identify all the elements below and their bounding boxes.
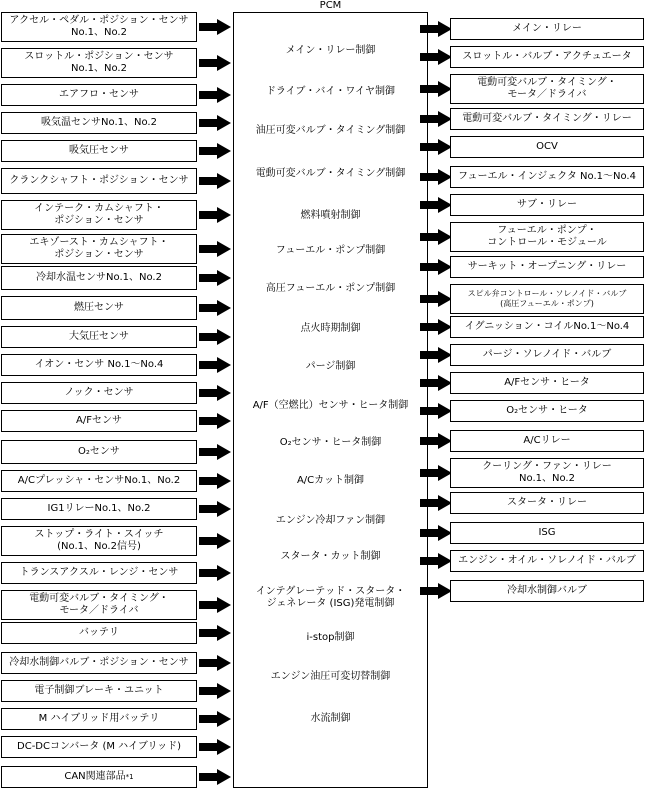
output-label: フューエル・ポンプ・ コントロール・モジュール — [487, 225, 607, 248]
output-box — [450, 550, 644, 572]
input-arrow — [199, 329, 231, 345]
input-arrow — [199, 55, 231, 71]
control-function: メイン・リレー制御 — [285, 45, 376, 56]
control-function: 高圧フューエル・ポンプ制御 — [265, 283, 396, 294]
control-function: スタータ・カット制御 — [280, 551, 381, 562]
input-label: DC-DCコンバータ (M ハイブリッド) — [17, 741, 181, 752]
output-box — [450, 284, 644, 314]
output-box — [450, 522, 644, 544]
output-label: サーキット・オープニング・リレー — [467, 261, 627, 272]
control-function: フューエル・ポンプ制御 — [275, 245, 386, 256]
input-label: 燃圧センサ — [74, 302, 124, 313]
output-label: サブ・リレー — [517, 199, 577, 210]
control-function: 燃料噴射制御 — [300, 210, 361, 221]
input-label: M ハイブリッド用バッテリ — [38, 713, 160, 724]
output-label: 電動可変バルブ・タイミング・ モータ／ドライバ — [477, 77, 617, 100]
output-box — [450, 458, 644, 488]
output-label: スロットル・バルブ・アクチュエータ — [462, 51, 632, 62]
input-box — [1, 48, 197, 78]
control-function: 水流制御 — [310, 713, 351, 724]
control-function: 電動可変バルブ・タイミング制御 — [255, 168, 406, 179]
input-arrow — [199, 739, 231, 755]
output-label: A/Cリレー — [523, 435, 571, 446]
input-box — [1, 736, 197, 758]
input-label: スロットル・ポジション・センサ No.1、No.2 — [24, 51, 174, 74]
output-label: OCV — [536, 141, 558, 152]
input-box — [1, 410, 197, 432]
output-label: フューエル・インジェクタ No.1～No.4 — [458, 171, 636, 182]
input-arrow — [199, 683, 231, 699]
output-arrow — [420, 49, 452, 65]
input-arrow — [199, 625, 231, 641]
output-box — [450, 492, 644, 514]
input-arrow — [199, 385, 231, 401]
input-label: アクセル・ペダル・ポジション・センサ No.1、No.2 — [9, 15, 189, 38]
input-arrow — [199, 473, 231, 489]
output-arrow — [420, 229, 452, 245]
output-arrow — [420, 525, 452, 541]
input-box — [1, 680, 197, 702]
control-function: エンジン冷却ファン制御 — [275, 515, 386, 526]
input-label: A/Fセンサ — [76, 415, 122, 426]
input-box — [1, 112, 197, 134]
input-box — [1, 140, 197, 162]
output-arrow — [420, 553, 452, 569]
output-label: O₂センサ・ヒータ — [506, 405, 588, 416]
output-box — [450, 166, 644, 188]
output-box — [450, 18, 644, 40]
output-label: ISG — [538, 527, 556, 538]
input-label: バッテリ — [79, 627, 119, 638]
control-function: i-stop制御 — [306, 632, 355, 643]
input-box — [1, 168, 197, 194]
input-box — [1, 590, 197, 620]
output-label: クーリング・ファン・リレー No.1、No.2 — [482, 461, 612, 484]
input-arrow — [199, 413, 231, 429]
input-label: 電動可変バルブ・タイミング・ モータ／ドライバ — [29, 593, 169, 616]
output-box — [450, 430, 644, 452]
output-box — [450, 400, 644, 422]
input-box — [1, 84, 197, 106]
output-arrow — [420, 111, 452, 127]
input-arrow — [199, 19, 231, 35]
input-label: ストップ・ライト・スイッチ (No.1、No.2信号) — [34, 529, 164, 552]
output-label: スピル弁コントロール・ソレノイド・バルブ (高圧フューエル・ポンプ) — [467, 289, 627, 308]
output-label: スタータ・リレー — [507, 497, 587, 508]
control-function: エンジン油圧可変切替制御 — [270, 671, 391, 682]
output-arrow — [420, 465, 452, 481]
output-label: 冷却水制御バルブ — [507, 585, 587, 596]
output-arrow — [420, 291, 452, 307]
control-function: 点火時期制御 — [300, 323, 361, 334]
output-box — [450, 136, 644, 158]
footnote-mark: *1 — [125, 773, 134, 781]
input-label: イオン・センサ No.1～No.4 — [34, 359, 164, 370]
input-box — [1, 266, 197, 290]
output-arrow — [420, 495, 452, 511]
output-arrow — [420, 139, 452, 155]
output-label: パージ・ソレノイド・バルブ — [482, 349, 612, 360]
input-label: クランクシャフト・ポジション・センサ — [9, 175, 189, 186]
output-arrow — [420, 81, 452, 97]
input-label: インテーク・カムシャフト・ ポジション・センサ — [34, 203, 164, 226]
input-box — [1, 622, 197, 644]
output-label: メイン・リレー — [512, 23, 582, 34]
control-function: ドライブ・バイ・ワイヤ制御 — [265, 86, 396, 97]
input-label: トランスアクスル・レンジ・センサ — [19, 567, 179, 578]
pcm-title: PCM — [319, 0, 342, 11]
output-box — [450, 108, 644, 130]
input-label: 大気圧センサ — [69, 331, 129, 342]
output-arrow — [420, 319, 452, 335]
input-label: O₂センサ — [78, 446, 120, 457]
output-arrow — [420, 197, 452, 213]
input-arrow — [199, 357, 231, 373]
input-label: エアフロ・センサ — [59, 89, 139, 100]
input-box — [1, 562, 197, 584]
control-function: インテグレーテッド・スタータ・ ジェネレータ (ISG)発電制御 — [255, 586, 406, 609]
input-label: 冷却水制御バルブ・ポジション・センサ — [9, 657, 189, 668]
input-arrow — [199, 655, 231, 671]
input-box — [1, 382, 197, 404]
input-label: エキゾースト・カムシャフト・ ポジション・センサ — [29, 237, 169, 260]
output-arrow — [420, 169, 452, 185]
output-arrow — [420, 583, 452, 599]
output-arrow — [420, 403, 452, 419]
input-arrow — [199, 207, 231, 223]
input-arrow — [199, 533, 231, 549]
output-label: A/Fセンサ・ヒータ — [504, 377, 590, 388]
input-label: IG1リレーNo.1、No.2 — [47, 503, 151, 514]
output-label: エンジン・オイル・ソレノイド・バルブ — [458, 555, 636, 566]
input-label: A/Cプレッシャ・センサNo.1、No.2 — [17, 475, 181, 486]
input-arrow — [199, 300, 231, 316]
output-box — [450, 316, 644, 338]
input-label: ノック・センサ — [64, 387, 134, 398]
input-arrow — [199, 115, 231, 131]
input-label: 冷却水温センサNo.1、No.2 — [36, 272, 162, 283]
input-box — [1, 326, 197, 348]
output-box — [450, 222, 644, 252]
input-label: 電子制御ブレーキ・ユニット — [34, 685, 164, 696]
input-arrow — [199, 769, 231, 785]
input-arrow — [199, 241, 231, 257]
input-arrow — [199, 444, 231, 460]
input-box — [1, 708, 197, 730]
output-box — [450, 194, 644, 216]
input-box — [1, 296, 197, 320]
output-box — [450, 46, 644, 68]
input-arrow — [199, 143, 231, 159]
output-arrow — [420, 259, 452, 275]
output-label: イグニッション・コイルNo.1～No.4 — [464, 321, 630, 332]
input-box — [1, 234, 197, 264]
output-label: 電動可変バルブ・タイミング・リレー — [462, 113, 632, 124]
input-box — [1, 470, 197, 492]
output-box — [450, 580, 644, 602]
control-function: A/F（空燃比）センサ・ヒータ制御 — [252, 400, 409, 411]
output-arrow — [420, 375, 452, 391]
input-arrow — [199, 501, 231, 517]
output-box — [450, 344, 644, 366]
input-box — [1, 498, 197, 520]
input-box — [1, 526, 197, 556]
input-label: CAN関連部品 — [64, 771, 126, 782]
input-label: 吸気温センサNo.1、No.2 — [41, 117, 157, 128]
input-arrow — [199, 87, 231, 103]
control-function: O₂センサ・ヒータ制御 — [279, 437, 382, 448]
input-box — [1, 200, 197, 230]
control-function: 油圧可変バルブ・タイミング制御 — [255, 125, 406, 136]
control-function: パージ制御 — [305, 361, 356, 372]
output-arrow — [420, 347, 452, 363]
input-arrow — [199, 711, 231, 727]
input-arrow — [199, 565, 231, 581]
output-box — [450, 256, 644, 278]
input-box — [1, 354, 197, 376]
output-arrow — [420, 433, 452, 449]
input-label: 吸気圧センサ — [69, 145, 129, 156]
input-box — [1, 12, 197, 42]
input-arrow — [199, 597, 231, 613]
input-arrow — [199, 270, 231, 286]
output-box — [450, 372, 644, 394]
input-box — [1, 766, 197, 788]
output-arrow — [420, 21, 452, 37]
control-function: A/Cカット制御 — [296, 475, 365, 486]
input-box — [1, 652, 197, 674]
output-box — [450, 74, 644, 104]
input-box — [1, 440, 197, 464]
input-arrow — [199, 173, 231, 189]
